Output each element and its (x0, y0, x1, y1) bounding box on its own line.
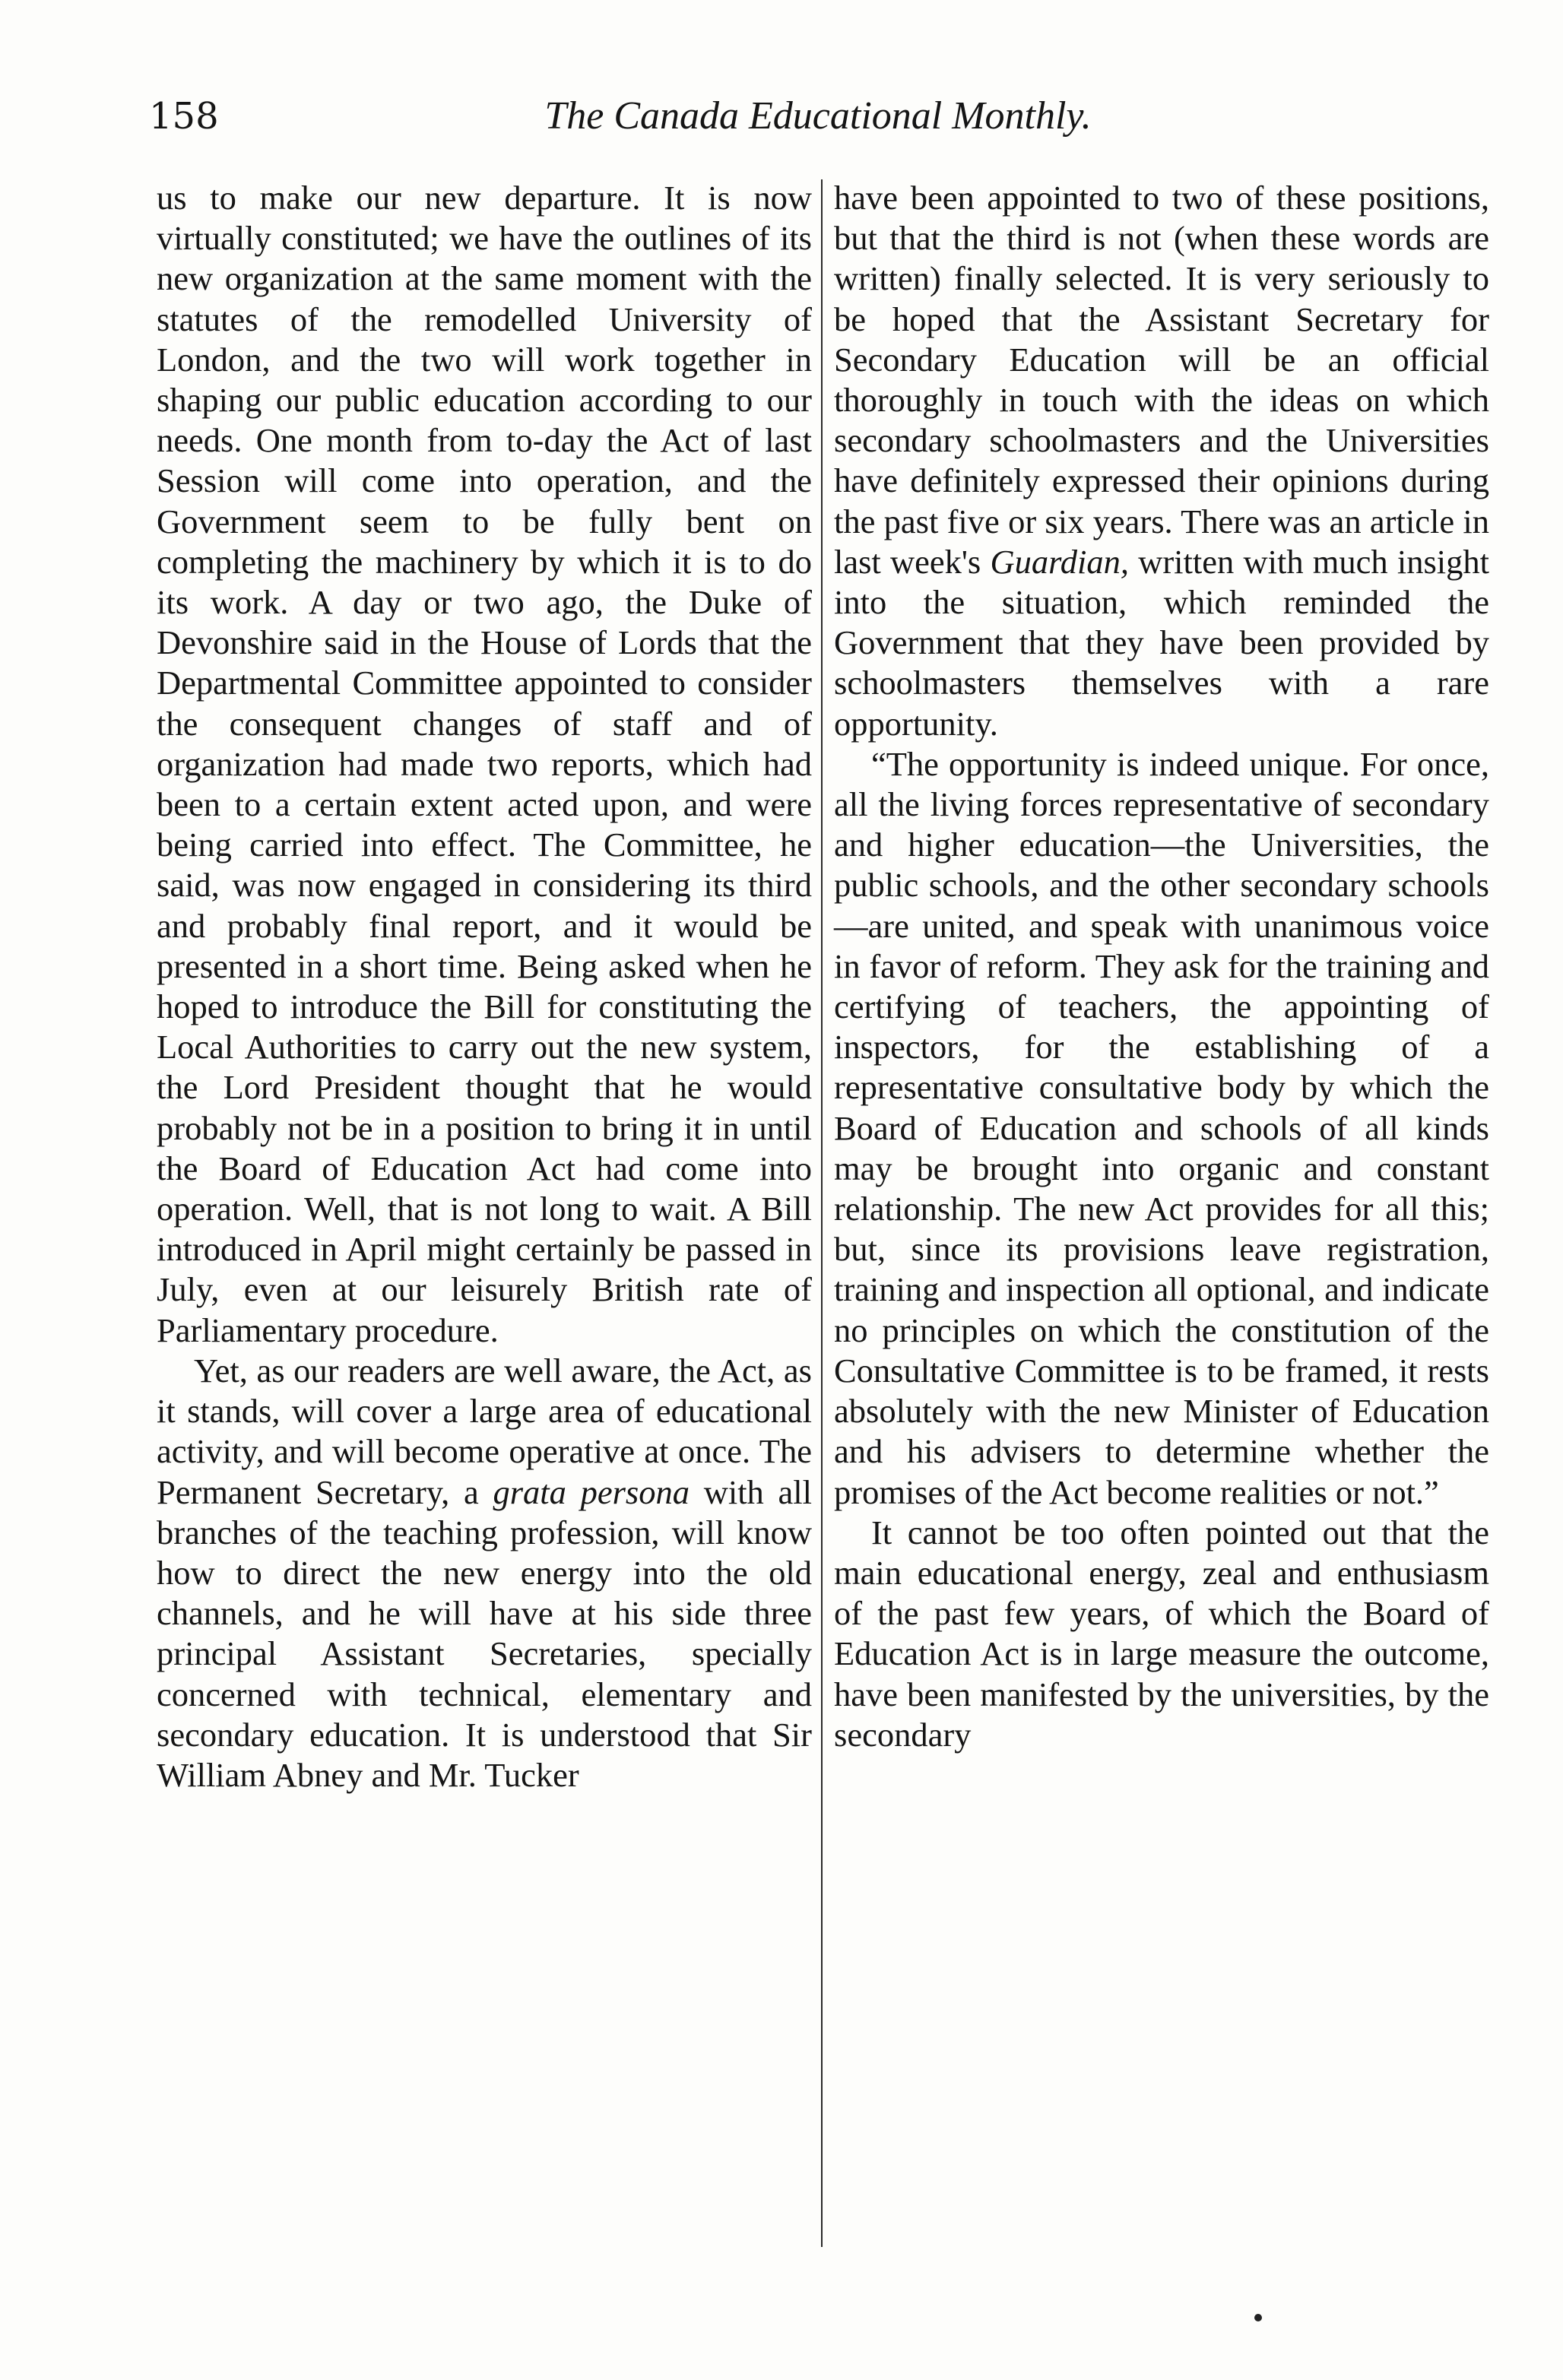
right-paragraph-3: It cannot be too often pointed out that the main educational energy, zeal and enthusiasm of the past few years, of which the Board of Education Act is in large measure the outcome, have been manifested by the universities, by the secondary (834, 1513, 1489, 1754)
left-paragraph-2 (157, 1351, 812, 1795)
left-paragraph-1: us to make our new departure. It is now virtually constituted; we have the outlines of its new organization at the same moment with the statutes of the remodelled University of London, and the two will work together in shaping our public education according to our needs. One month from to-day the Act of last Session will come into operation, and the Government seem to be fully bent on completing the machinery by which it is to do its work. A day or two ago, the Duke of Devonshire said in the House of Lords that the Departmental Committee appointed to consider the consequent changes of staff and of organization had made two reports, which had been to a certain extent acted upon, and were being carried into effect. The Committee, he said, was now engaged in considering its third and probably final report, and it would be presented in a short time. Being asked when he hoped to introduce the Bill for constituting the Local Authorities to carry out the new system, the Lord President thought that he would probably not be in a position to bring it in until the Board of Education Act had come into operation. Well, that is not long to wait. A Bill introduced in April might certainly be passed in July, even at our leisurely British rate of Parliamentary procedure. (157, 179, 812, 1349)
left-paragraph-2-text-a: Yet, as our readers are well aware, the Act, as it stands, will cover a large area of educational activity, and will become operative at once. The Permanent Secretary, a (157, 1351, 812, 1511)
right-paragraph-1-italic: Guardian, (990, 542, 1129, 581)
left-paragraph-2-text-b: with all branches of the teaching profession, will know how to direct the new energy into the old channels, and he will have at his side three principal Assistant Secretaries, specially concerned with technical, elementary and secondary education. It is understood that Sir William Abney and Mr. Tucker (157, 1472, 812, 1794)
page-number: 158 (149, 95, 219, 138)
right-paragraph-2: “The opportunity is indeed unique. For once, all the living forces representative of secondary and higher education—the Universities, the public schools, and the other secondary schools—are united, and speak with unanimous voice in favor of reform. They ask for the training and certifying of teachers, the appointing of inspectors, for the establishing of a representative consultative body by which the Board of Education and schools of all kinds may be brought into organic and constant relationship. The new Act provides for all this; but, since its provisions leave registration, training and inspection all optional, and indicate no principles on which the constitution of the Consultative Committee is to be framed, it rests absolutely with the new Minister of Education and his advisers to determine whether the promises of the Act become realities or not.” (834, 744, 1489, 1511)
left-column (157, 178, 812, 1795)
right-paragraph-1-text-b: written with much insight into the situation, which reminded the Government that they have been provided by schoolmasters themselves with a rare opportunity. (834, 542, 1490, 743)
page-header (149, 90, 1487, 143)
left-paragraph-2-italic: grata persona (493, 1472, 690, 1511)
right-paragraph-1-text-a: have been appointed to two of these positions, but that the third is not (when these words are written) finally selected. It is very seriously to be hoped that the Assistant Secretary for Secondary Education will be an official thoroughly in touch with the ideas on which secondary schoolmasters and the Universities have definitely expressed their opinions during the past five or six years. There was an article in last week's (834, 179, 1489, 581)
right-paragraph-1 (834, 178, 1489, 744)
column-divider (821, 179, 823, 2247)
right-column (834, 178, 1489, 1755)
running-title: The Canada Educational Monthly. (544, 94, 1092, 138)
print-speck (1254, 2314, 1262, 2321)
